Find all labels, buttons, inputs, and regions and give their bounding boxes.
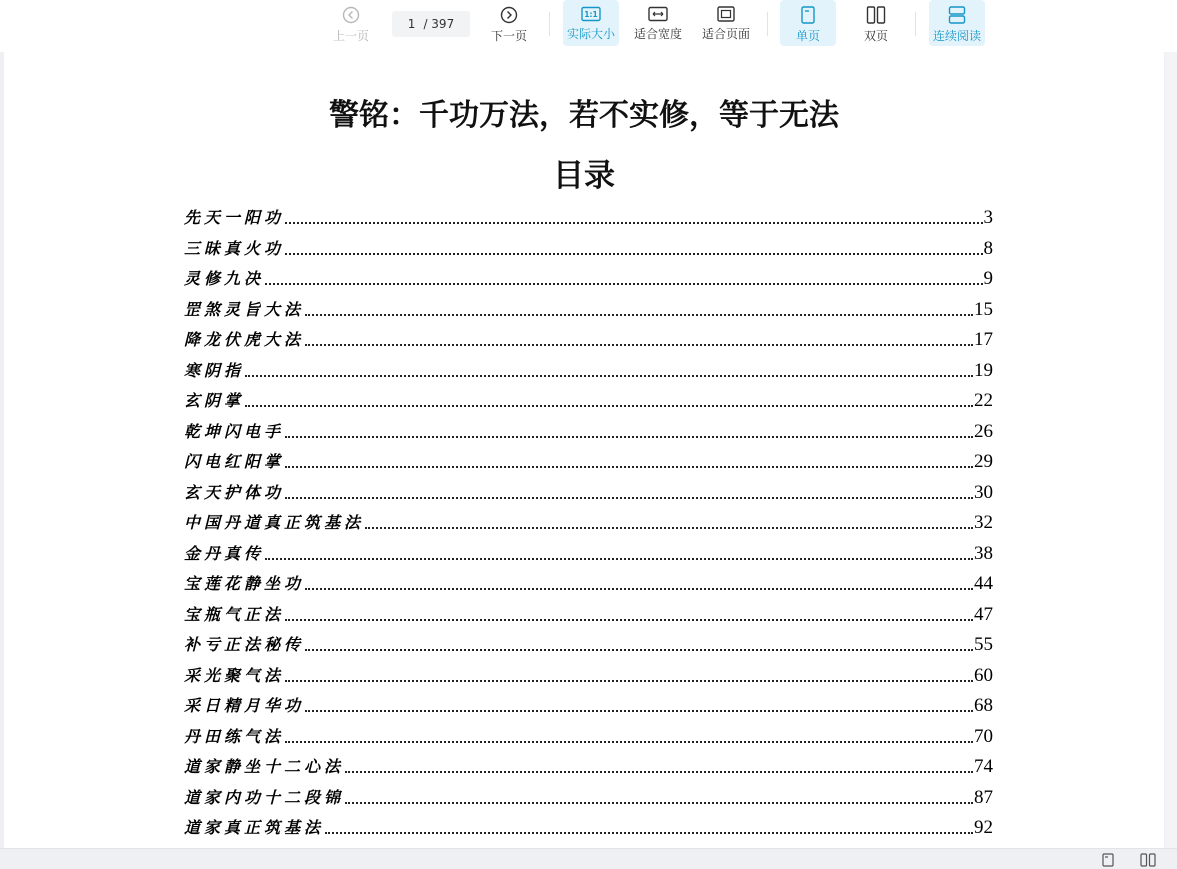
next-page-label: 下一页 (490, 29, 527, 43)
double-page-icon (866, 6, 886, 24)
toc-entry-title: 灵修九决 (184, 269, 265, 288)
single-page-icon (800, 6, 816, 24)
toc-heading: 目录 (553, 158, 615, 194)
toc-leader-dots (285, 680, 973, 682)
toc-entry-page-number: 38 (974, 542, 993, 564)
toc-entry-title: 乾坤闪电手 (184, 421, 285, 441)
toc-entry-page-number: 29 (974, 451, 993, 472)
toc-entry[interactable] (180, 324, 993, 350)
toc-entry[interactable] (180, 507, 993, 533)
toc-entry-page-number: 44 (974, 573, 993, 594)
toc-entry-title: 采日精月华功 (184, 696, 305, 715)
prev-page-label: 上一页 (332, 29, 369, 43)
toc-entry-title: 先天一阳功 (184, 208, 285, 227)
toc-entry-page-number: 47 (974, 603, 993, 625)
toc-entry-title: 道家静坐十二心法 (184, 757, 345, 776)
toc-entry[interactable] (180, 385, 993, 411)
toc-entry-title: 降龙伏虎大法 (184, 330, 305, 349)
toc-entry-title: 玄阴掌 (184, 391, 245, 410)
toc-leader-dots (305, 710, 973, 712)
toc-entry-page-number: 17 (974, 329, 993, 350)
toc-entry-page-number: 9 (983, 268, 993, 289)
toc-entry-page-number: 74 (974, 756, 993, 777)
toc-entry-title: 补亏正法秘传 (184, 635, 305, 654)
toc-leader-dots (265, 558, 973, 560)
toc-entry[interactable] (180, 721, 993, 747)
double-page-button[interactable] (848, 0, 904, 46)
toc-entry-page-number: 15 (974, 298, 993, 320)
continuous-reading-button[interactable] (929, 0, 985, 46)
toc-leader-dots (245, 405, 973, 407)
toc-leader-dots (305, 649, 973, 651)
toc-entry-title: 道家内功十二段锦 (184, 787, 345, 807)
toc-leader-dots (285, 222, 982, 224)
toc-entry-title: 三昧真火功 (184, 238, 285, 258)
toc-entry-page-number: 87 (974, 786, 993, 808)
toc-entry[interactable] (180, 355, 993, 381)
toc-leader-dots (305, 588, 973, 590)
toc-entry-title: 寒阴指 (184, 360, 245, 380)
toc-entry[interactable] (180, 538, 993, 564)
toc-entry-page-number: 60 (974, 664, 993, 686)
toc-entry[interactable] (180, 233, 993, 259)
toolbar-divider (915, 12, 916, 36)
toc-leader-dots (365, 527, 973, 529)
page-number-field[interactable] (392, 11, 470, 37)
toc-entry[interactable] (180, 202, 993, 228)
toc-entry[interactable] (180, 446, 993, 472)
toc-entry-title: 金丹真传 (184, 543, 265, 563)
continuous-scroll-icon (948, 6, 966, 24)
status-bar (0, 848, 1177, 866)
toc-leader-dots (325, 832, 973, 834)
toolbar-divider (767, 12, 768, 36)
chevron-right-circle-icon (500, 6, 518, 24)
toc-entry-page-number: 55 (974, 634, 993, 655)
svg-text:1:1: 1:1 (584, 10, 598, 20)
toc-entry[interactable] (180, 751, 993, 777)
toc-entry-page-number: 8 (983, 237, 993, 259)
fit-page-button[interactable] (698, 0, 754, 46)
fit-page-icon (716, 6, 736, 22)
toc-entry-title: 宝瓶气正法 (184, 604, 285, 624)
chevron-left-circle-icon (342, 6, 360, 24)
toc-entry-page-number: 32 (974, 512, 993, 533)
single-page-button[interactable] (780, 0, 836, 46)
actual-size-icon (581, 6, 601, 22)
toc-entry-title: 道家真正筑基法 (184, 818, 325, 837)
vertical-scrollbar[interactable] (1165, 52, 1177, 848)
toc-leader-dots (285, 466, 973, 468)
current-page-input[interactable]: 1 (407, 17, 416, 31)
toc-entry[interactable] (180, 629, 993, 655)
toc-entry[interactable] (180, 477, 993, 503)
toc-entry-page-number: 3 (983, 207, 993, 228)
toc-entry[interactable] (180, 294, 993, 320)
continuous-reading-label: 连续阅读 (932, 29, 981, 43)
page-motto: 警铭：千功万法，若不实修，等于无法 (329, 98, 839, 133)
toc-entry-title: 闪电红阳掌 (184, 452, 285, 471)
toc-entry-page-number: 30 (974, 481, 993, 503)
toc-entry[interactable] (180, 416, 993, 442)
toc-entry-page-number: 92 (974, 817, 993, 838)
fit-width-button[interactable] (630, 0, 686, 46)
double-page-label: 双页 (863, 29, 888, 43)
toc-leader-dots (245, 375, 973, 377)
toc-entry-page-number: 22 (974, 390, 993, 411)
toc-entry[interactable] (180, 599, 993, 625)
fit-page-label: 适合页面 (701, 27, 750, 41)
document-page (4, 52, 1164, 852)
fit-width-icon (648, 6, 668, 22)
prev-page-button[interactable] (328, 0, 374, 46)
toc-entry[interactable] (180, 690, 993, 716)
toc-entry-title: 宝莲花静坐功 (184, 574, 305, 593)
toc-leader-dots (285, 497, 973, 499)
toc-leader-dots (305, 314, 973, 316)
toc-entry-title: 中国丹道真正筑基法 (184, 513, 365, 532)
single-page-view-icon[interactable] (1101, 853, 1115, 867)
toc-leader-dots (285, 741, 973, 743)
toc-leader-dots (345, 802, 973, 804)
toc-entry[interactable] (180, 263, 993, 289)
toc-entry-page-number: 68 (974, 695, 993, 716)
total-pages: / 397 (423, 17, 455, 31)
toc-leader-dots (285, 436, 973, 438)
toc-entry[interactable] (180, 660, 993, 686)
toc-entry[interactable] (180, 568, 993, 594)
toc-entry-page-number: 70 (974, 725, 993, 747)
actual-size-label: 实际大小 (566, 27, 615, 41)
toc-leader-dots (265, 283, 982, 285)
toolbar-divider (549, 12, 550, 36)
toc-entry-title: 采光聚气法 (184, 665, 285, 685)
toc-entry-title: 玄天护体功 (184, 482, 285, 502)
toc-leader-dots (305, 344, 973, 346)
toc-leader-dots (345, 771, 973, 773)
viewer-toolbar (0, 0, 1177, 52)
double-page-view-icon[interactable] (1140, 853, 1156, 867)
toc-leader-dots (285, 253, 982, 255)
toc-entry-title: 罡煞灵旨大法 (184, 299, 305, 319)
toc-entry-title: 丹田练气法 (184, 726, 285, 746)
single-page-label: 单页 (795, 29, 820, 43)
toc-entry[interactable] (180, 782, 993, 808)
next-page-button[interactable] (486, 0, 532, 46)
toc-entry-page-number: 19 (974, 359, 993, 381)
toc-entry-page-number: 26 (974, 420, 993, 442)
actual-size-button[interactable] (563, 0, 619, 46)
toc-leader-dots (285, 619, 973, 621)
toc-entry[interactable] (180, 812, 993, 838)
fit-width-label: 适合宽度 (633, 27, 682, 41)
